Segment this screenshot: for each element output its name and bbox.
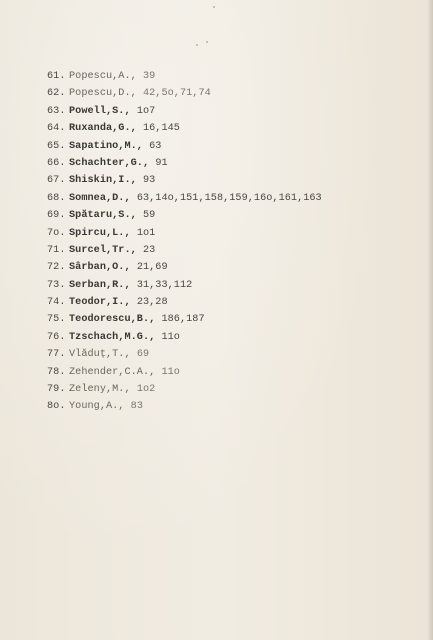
index-entry [47,172,322,189]
entry-pages: 59 [142,210,156,222]
entry-author: Spircu,L., [69,227,131,239]
entry-author: Popescu,A., [69,71,137,82]
entry-pages: 23 [142,244,156,256]
index-entry [47,207,322,224]
paper-speck [213,6,215,8]
index-entry [47,381,322,398]
entry-pages: 16,145 [142,123,180,135]
index-entry [47,103,322,120]
index-entry [47,85,322,102]
entry-pages: 69 [136,349,150,361]
index-entry [47,242,322,259]
index-entry [47,311,322,328]
entry-author: Shiskin,I., [69,175,137,187]
entry-author: Young,A., [69,401,125,413]
index-entry [47,294,322,311]
entry-author: Vlăduț,T., [69,349,131,361]
entry-number: 66. [47,157,66,169]
entry-number: 72. [47,262,66,274]
entry-author: Surcel,Tr., [69,244,137,256]
entry-pages: 1o7 [136,105,156,117]
entry-pages: 42,5o,71,74 [142,88,211,100]
index-entry [47,155,322,172]
entry-pages: 186,187 [161,314,205,326]
entry-number: 63. [47,105,66,117]
entry-number: 62. [47,88,66,100]
entry-number: 67. [47,175,66,187]
entry-number: 79. [47,384,66,396]
index-entry [47,138,322,155]
index-entry [47,346,322,363]
entry-author: Ruxanda,G., [69,123,137,135]
entry-author: Zeleny,M., [69,384,131,396]
entry-number: 69. [47,210,66,222]
entry-author: Sârban,O., [69,262,131,274]
entry-number: 65. [47,140,66,152]
entry-number: 78. [47,366,66,378]
index-entry [47,398,322,415]
entry-number: 77. [47,349,66,361]
page-edge-shadow [427,0,433,640]
entry-author: Popescu,D., [69,88,137,100]
index-entry [47,120,322,137]
index-entry [47,190,322,207]
entry-number: 68. [47,192,66,204]
index-entry [47,68,322,85]
entry-author: Sapatino,M., [69,140,143,152]
entry-number: 64. [47,123,66,135]
entry-number: 75. [47,314,66,326]
entry-pages: 63 [149,140,162,152]
entry-author: Serban,R., [69,279,131,291]
entry-author: Powell,S., [69,105,131,117]
entry-pages: 31,33,112 [136,279,193,291]
entry-pages: 1o1 [136,227,156,239]
entry-author: Zehender,C.A., [69,366,156,378]
entry-number: 73. [47,279,66,291]
paper-speck [196,44,198,46]
index-entry [47,364,322,381]
entry-number: 74. [47,297,66,309]
author-index-list [47,68,322,416]
index-entry [47,259,322,276]
entry-number: 7o. [47,227,66,239]
entry-pages: 21,69 [136,262,168,274]
entry-pages: 93 [142,175,156,187]
entry-pages: 39 [142,71,156,82]
entry-author: Tzschach,M.G., [69,331,156,343]
paper-speck [206,41,208,43]
entry-pages: 63,14o,151,158,159,16o,161,163 [136,192,322,204]
index-entry [47,225,322,242]
entry-pages: 11o [161,366,180,378]
entry-author: Somnea,D., [69,192,131,204]
index-entry [47,277,322,294]
entry-author: Spătaru,S., [69,210,137,222]
entry-author: Teodor,I., [69,297,131,309]
entry-author: Schachter,G., [69,157,150,169]
entry-pages: 1o2 [136,384,156,396]
entry-author: Teodorescu,B., [69,314,156,326]
entry-pages: 11o [161,331,180,343]
index-entry [47,329,322,346]
entry-pages: 83 [130,401,143,413]
entry-pages: 91 [155,157,168,169]
entry-number: 76. [47,331,66,343]
entry-pages: 23,28 [136,297,168,309]
entry-number: 61. [47,71,66,82]
entry-number: 8o. [47,401,66,413]
entry-number: 71. [47,244,66,256]
